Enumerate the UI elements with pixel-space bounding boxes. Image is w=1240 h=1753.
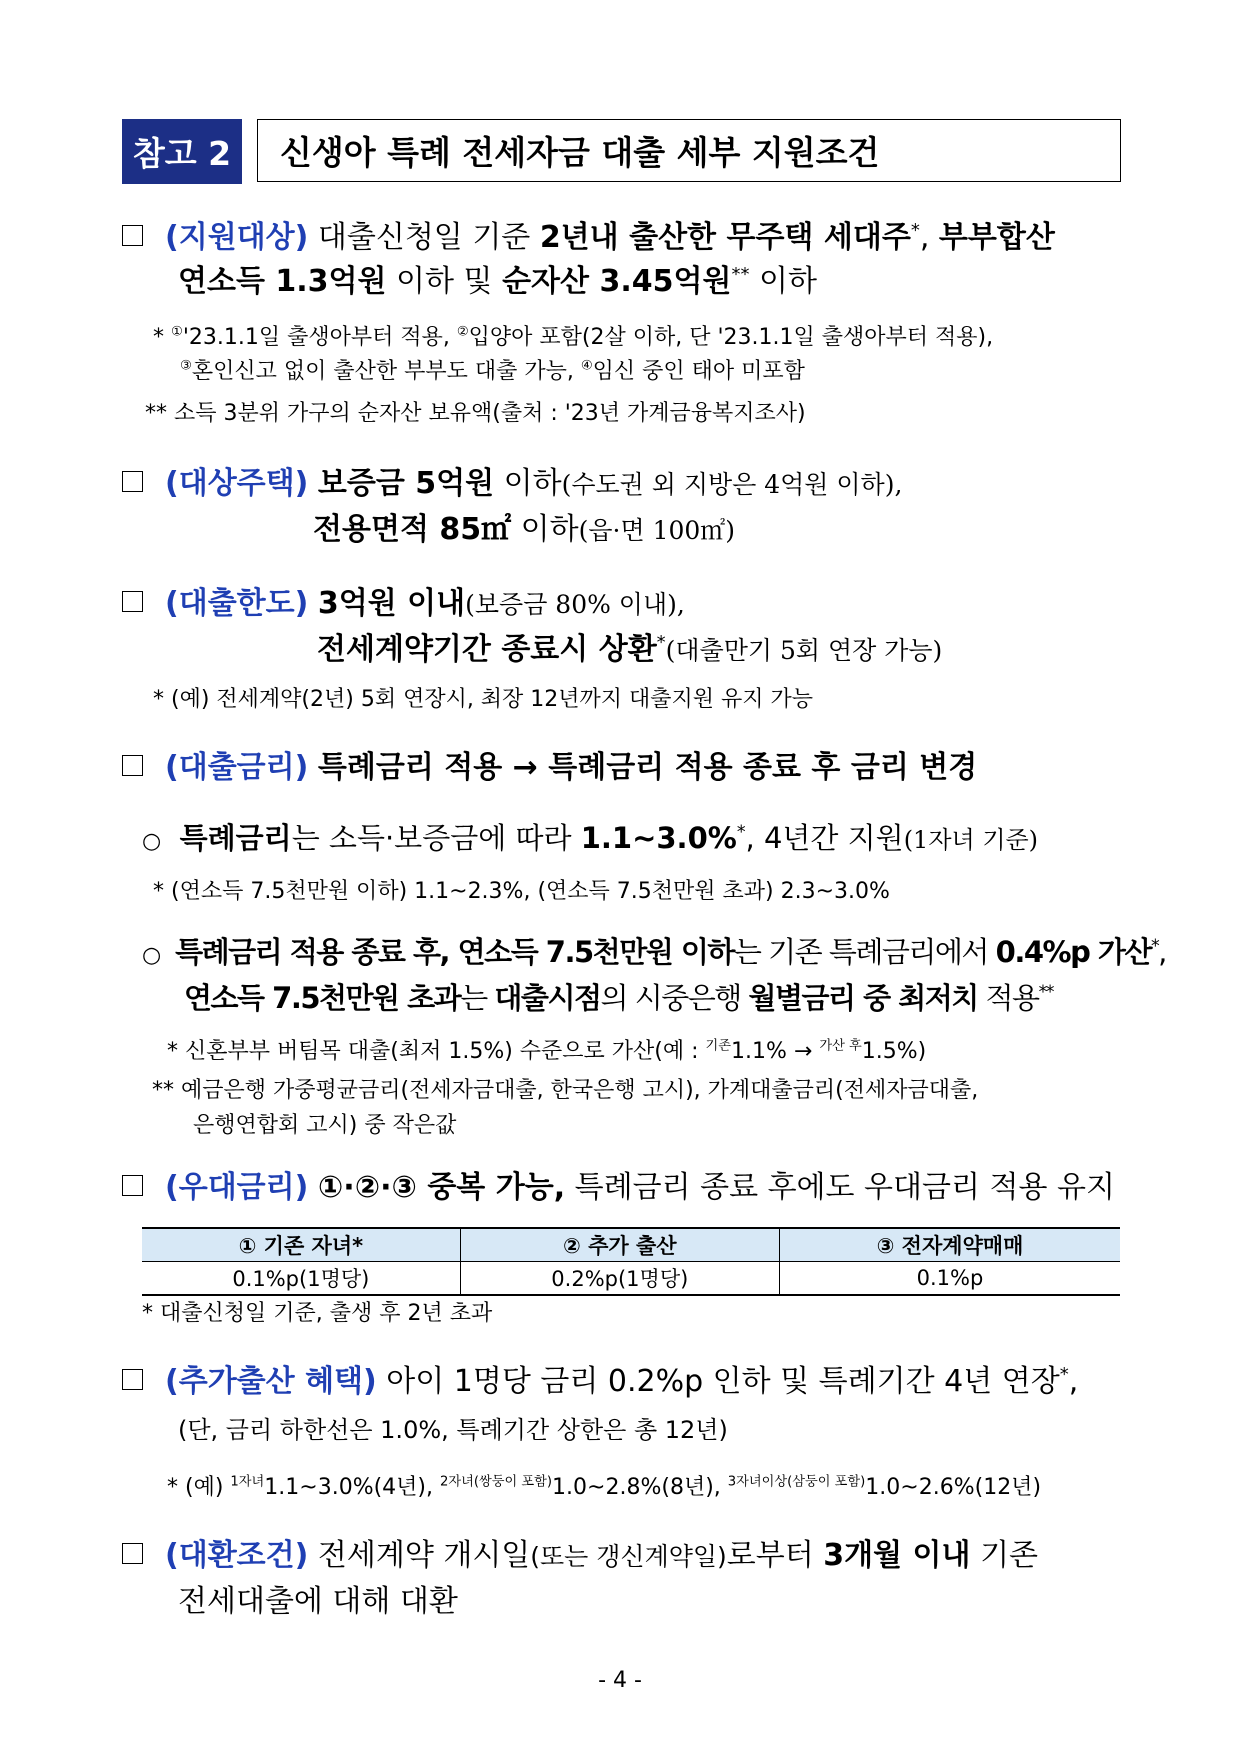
footnote-mark: ** xyxy=(1038,982,1053,1003)
marker: 기존 xyxy=(705,1038,732,1054)
text: 이하 xyxy=(494,466,562,501)
footnote: ** 소득 3분위 가구의 순자산 보유액(출처 : '23년 가계금융복지조사) xyxy=(145,401,806,426)
text: (읍·면 100㎡) xyxy=(578,516,736,545)
section-label: (대출금리) xyxy=(165,750,309,785)
text: 1.1~3.0%(4년), xyxy=(264,1475,440,1500)
text: 임신 중인 태아 미포함 xyxy=(592,359,805,384)
footnote xyxy=(167,1036,926,1068)
text: 혼인신고 없이 출산한 부부도 대출 가능, xyxy=(191,359,581,384)
text: 1.1% → xyxy=(731,1039,820,1064)
preferential-rate-table xyxy=(142,1227,1120,1296)
section-target-line2 xyxy=(178,262,817,302)
footnote-mark: * xyxy=(910,220,920,241)
text-bold: 특례금리 적용 종료 후, 연소득 7.5천만원 이하 xyxy=(175,935,734,969)
text: 1.0~2.8%(8년), xyxy=(552,1475,728,1500)
column-header: ① 기존 자녀* xyxy=(142,1228,460,1262)
checkbox-square-icon xyxy=(122,1175,143,1196)
text: 이하 xyxy=(511,512,579,547)
text-bold: 연소득 1.3억원 xyxy=(178,264,387,299)
text-bold: 3억원 이내 xyxy=(317,586,466,621)
section-label: (대환조건) xyxy=(165,1538,309,1573)
marker: ④ xyxy=(580,358,593,374)
column-header: ② 추가 출산 xyxy=(460,1228,779,1262)
footnote: * (연소득 7.5천만원 이하) 1.1~2.3%, (연소득 7.5천만원 초과) 2.3~3.0% xyxy=(153,879,890,904)
text-bold: 3개월 이내 xyxy=(823,1538,971,1573)
footnote: ** 예금은행 가중평균금리(전세자금대출, 한국은행 고시), 가계대출금리(전세자금대출, xyxy=(152,1078,979,1103)
text: 는 소득·보증금에 따라 xyxy=(291,821,581,855)
footnote-star: * xyxy=(153,325,164,350)
text-bold: 전세계약기간 종료시 상환 xyxy=(317,632,657,667)
text: , xyxy=(1158,935,1166,969)
marker: 1자녀 xyxy=(230,1474,265,1490)
table-row xyxy=(142,1262,1120,1296)
bullet-item xyxy=(142,932,1166,976)
bullet-circle-icon: ○ xyxy=(142,829,162,854)
footnote-mark: * xyxy=(1059,1364,1069,1385)
footnote-mark: ** xyxy=(731,264,750,285)
section-housing-line2 xyxy=(313,510,735,551)
bullet-circle-icon: ○ xyxy=(142,943,160,968)
section-housing xyxy=(122,464,902,505)
table-cell: 0.2%p(1명당) xyxy=(460,1262,779,1296)
page-title: 신생아 특례 전세자금 대출 세부 지원조건 xyxy=(257,119,1121,182)
text: 로부터 xyxy=(726,1538,824,1573)
text: 이하 및 xyxy=(386,264,503,299)
text: 특례금리 종료 후에도 우대금리 적용 유지 xyxy=(565,1170,1115,1205)
checkbox-square-icon xyxy=(122,471,143,492)
text: 기존 xyxy=(970,1538,1039,1573)
text: * (예) xyxy=(167,1475,231,1500)
text-bold: 특례금리 적용 → 특례금리 적용 종료 후 금리 변경 xyxy=(317,750,978,785)
checkbox-square-icon xyxy=(122,1369,143,1390)
text: 전세계약 개시일 xyxy=(308,1538,531,1573)
footnote xyxy=(153,322,993,354)
section-refinance-line2: 전세대출에 대해 대환 xyxy=(178,1584,458,1619)
bullet-item xyxy=(142,818,1038,862)
section-target xyxy=(122,218,1055,258)
section-tag: 참고 2 xyxy=(122,119,242,184)
text-bold: 연소득 7.5천만원 초과 xyxy=(184,981,461,1015)
checkbox-square-icon xyxy=(122,591,143,612)
checkbox-square-icon xyxy=(122,1543,143,1564)
footnote-mark: * xyxy=(656,632,666,653)
text: 1.5%) xyxy=(861,1039,927,1064)
section-limit xyxy=(122,584,685,625)
marker: ③ xyxy=(180,358,192,374)
bullet-item-line2 xyxy=(184,978,1053,1018)
text: 는 xyxy=(460,981,495,1015)
footnote: * (예) 전세계약(2년) 5회 연장시, 최장 12년까지 대출지원 유지 가능 xyxy=(153,687,814,712)
text: (보증금 80% 이내), xyxy=(465,590,685,619)
table-cell: 0.1%p(1명당) xyxy=(142,1262,460,1296)
marker: 3자녀이상(삼둥이 포함) xyxy=(727,1474,866,1490)
column-header: ③ 전자계약매매 xyxy=(779,1228,1120,1262)
text: 대출신청일 기준 xyxy=(308,220,540,255)
text: * 신혼부부 버팀목 대출(최저 1.5%) 수준으로 가산(예 : xyxy=(167,1039,706,1064)
checkbox-square-icon xyxy=(122,755,143,776)
text: 아이 1명당 금리 0.2%p 인하 및 특례기간 4년 연장 xyxy=(376,1364,1060,1399)
section-label: (대상주택) xyxy=(165,466,309,501)
text: (대출만기 5회 연장 가능) xyxy=(665,636,943,665)
footnote-mark: * xyxy=(1150,936,1159,957)
section-label: (추가출산 혜택) xyxy=(165,1364,377,1399)
marker: ① xyxy=(171,324,183,340)
text-bold: ①·②·③ 중복 가능, xyxy=(317,1170,566,1205)
section-extra-birth xyxy=(122,1362,1078,1402)
section-refinance xyxy=(122,1536,1038,1577)
page-number: - 4 - xyxy=(598,1668,642,1693)
text-bold: 대출시점 xyxy=(494,981,601,1015)
footnote: * 대출신청일 기준, 출생 후 2년 초과 xyxy=(142,1301,493,1326)
text-bold: 2년내 출산한 무주택 세대주 xyxy=(539,220,911,255)
text: 적용 xyxy=(977,981,1039,1015)
footnote xyxy=(180,356,805,388)
footnote: 은행연합회 고시) 중 작은값 xyxy=(193,1113,457,1138)
text-bold: 1.1~3.0% xyxy=(580,821,737,855)
section-extra-birth-line2: (단, 금리 하한선은 1.0%, 특례기간 상한은 총 12년) xyxy=(178,1416,728,1444)
text-bold: 보증금 5억원 xyxy=(317,466,495,501)
marker: 2자녀(쌍둥이 포함) xyxy=(440,1474,553,1490)
table-cell: 0.1%p xyxy=(779,1262,1120,1296)
text: 는 기존 특례금리에서 xyxy=(733,935,996,969)
text-bold: 순자산 3.45억원 xyxy=(502,264,732,299)
section-label: (대출한도) xyxy=(165,586,309,621)
text: (1자녀 기준) xyxy=(903,826,1039,854)
text-bold: 특례금리 xyxy=(179,821,292,855)
section-limit-line2 xyxy=(317,630,942,671)
section-label: (우대금리) xyxy=(165,1170,309,1205)
text: , xyxy=(919,220,939,255)
text: (또는 갱신계약일) xyxy=(530,1542,727,1571)
text-bold: 월별금리 중 최저치 xyxy=(748,981,978,1015)
text-bold: 전용면적 85㎡ xyxy=(313,512,512,547)
footnote xyxy=(167,1472,1041,1504)
text: '23.1.1일 출생아부터 적용, xyxy=(182,325,457,350)
text: (수도권 외 지방은 4억원 이하), xyxy=(561,470,903,499)
table-header-row xyxy=(142,1228,1120,1262)
section-preferential xyxy=(122,1168,1115,1208)
text-bold: 0.4%p 가산 xyxy=(995,935,1151,969)
text: , xyxy=(1068,1364,1079,1399)
marker: 가산 후 xyxy=(819,1038,862,1054)
text: 의 시중은행 xyxy=(600,981,749,1015)
section-label: (지원대상) xyxy=(165,220,309,255)
checkbox-square-icon xyxy=(122,225,143,246)
text: 1.0~2.6%(12년) xyxy=(865,1475,1042,1500)
section-rate xyxy=(122,748,977,788)
text-bold: 부부합산 xyxy=(938,220,1055,255)
text: , 4년간 지원 xyxy=(745,821,904,855)
footnote-mark: * xyxy=(736,822,746,843)
text: 입양아 포함(2살 이하, 단 '23.1.1일 출생아부터 적용), xyxy=(468,325,994,350)
marker: ② xyxy=(456,324,469,340)
text: 이하 xyxy=(749,264,817,299)
